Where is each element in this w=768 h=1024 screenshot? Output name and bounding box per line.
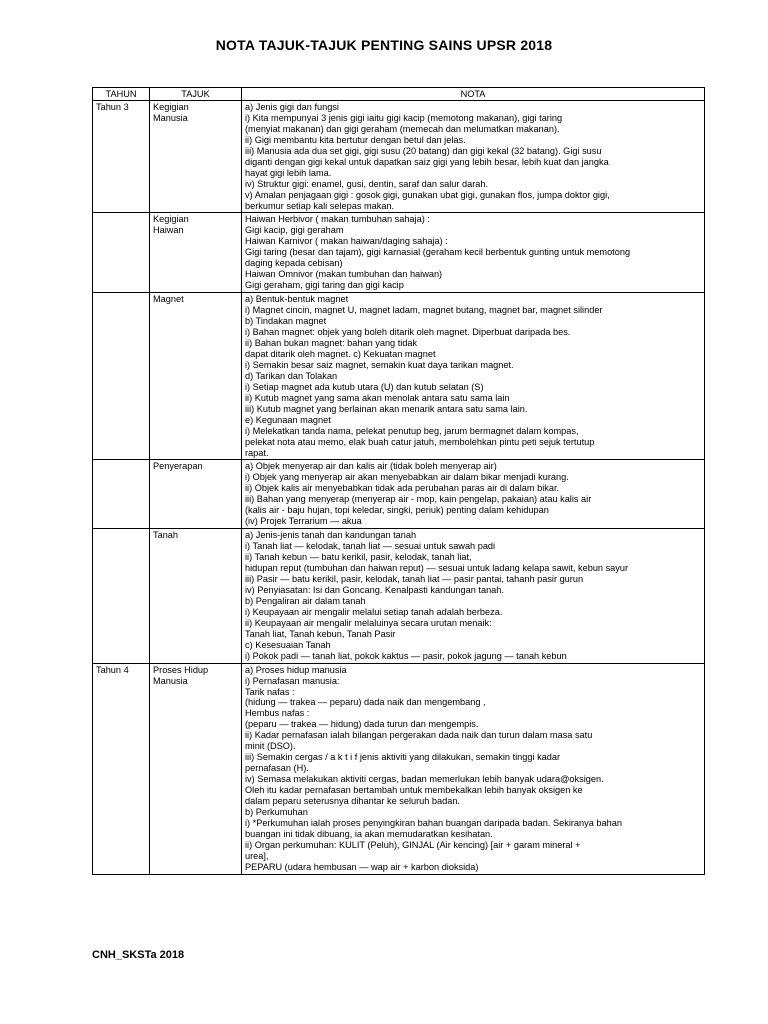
tajuk-cell [150,460,242,529]
nota-line: i) Melekatkan tanda nama, pelekat penutup beg, jarum bermagnet dalam kompas, [245,425,579,436]
tahun-cell [93,213,150,293]
header-tajuk: TAJUK [150,88,242,101]
nota-line: ii) Objek kalis air menyebabkan tidak ada perubahan paras air di dalam bikar. [245,483,560,494]
table-row [93,100,705,213]
tajuk-cell [150,293,242,460]
header-tahun: TAHUN [93,88,150,101]
nota-cell [242,460,705,529]
tajuk-line: Magnet [153,294,184,305]
nota-line: a) Jenis-jenis tanah dan kandungan tanah [245,530,417,541]
nota-line: Haiwan Omnivor (makan tumbuhan dan haiwan) [245,269,443,280]
table-row [93,663,705,874]
nota-line: ii) Organ perkumuhan: KULIT (Peluh), GINJAL (Air kencing) [air + garam mineral + [245,839,581,850]
notes-table [92,87,705,875]
nota-line: Hembus nafas : [245,708,310,719]
nota-line: Tanah liat, Tanah kebun, Tanah Pasir [245,628,396,639]
nota-line: ii) Gigi membantu kita bertutur dengan betul dan jelas. [245,134,466,145]
tajuk-line: Manusia [153,675,188,686]
nota-line: pernafasan (H). [245,763,309,774]
table-row [93,213,705,293]
nota-line: iii) Pasir — batu kerikil, pasir, kelodak, tanah liat — pasir pantai, tahanh pasir gurun [245,573,584,584]
header-nota: NOTA [242,88,705,101]
nota-cell [242,529,705,663]
nota-cell [242,663,705,874]
nota-line: diganti dengan gigi kekal untuk dapatkan saiz gigi yang lebih besar, lebih kuat dan jangka [245,156,609,167]
nota-line: i) Pernafasan manusia: [245,675,340,686]
table-row [93,293,705,460]
tajuk-line: Kegigian [153,214,189,225]
nota-line: (peparu — trakea — hidung) dada turun dan mengempis. [245,719,479,730]
nota-line: ii) Kadar pernafasan ialah bilangan pergerakan dada naik dan turun dalam masa satu [245,730,593,741]
nota-line: urea], [245,850,269,861]
nota-line: rapat. [245,447,269,458]
nota-line: iii) Semakin cergas / a k t i f jenis aktiviti yang dilakukan, semakin tinggi kadar [245,752,561,763]
document-title: NOTA TAJUK-TAJUK PENTING SAINS UPSR 2018 [215,37,553,53]
nota-line: b) Tindakan magnet [245,316,327,327]
nota-line: Gigi kacip, gigi geraham [245,225,344,236]
nota-line: a) Bentuk-bentuk magnet [245,294,349,305]
nota-line: iii) Manusia ada dua set gigi, gigi susu (20 batang) dan gigi kekal (32 batang). Gigi susu [245,145,602,156]
nota-line: ii) Tanah kebun — batu kerikil, pasir, kelodak, tanah liat, [245,552,472,563]
nota-line: v) Amalan penjagaan gigi : gosok gigi, gunakan ubat gigi, gunakan flos, jumpa doktor gigi, [245,189,610,200]
tahun-cell [93,460,150,529]
nota-line: (kalis air - baju hujan, topi keledar, singki, periuk) penting dalam kehidupan [245,505,549,516]
nota-line: ii) Kutub magnet yang sama akan menolak antara satu sama lain [245,392,510,403]
nota-line: Haiwan Karnivor ( makan haiwan/daging sahaja) : [245,236,448,247]
nota-line: a) Jenis gigi dan fungsi [245,101,339,112]
nota-line: i) Objek yang menyerap air akan menyebabkan air dalam bikar menjadi kurang. [245,472,569,483]
tahun-cell [93,529,150,663]
nota-line: (menyiat makanan) dan gigi geraham (memecah dan melumatkan makanan). [245,123,560,134]
nota-line: iv) Penyiasatan: Isi dan Goncang. Kenalpasti kandungan tanah. [245,584,504,595]
tahun-cell [93,293,150,460]
nota-line: (iv) Projek Terrarium — akua [245,516,362,527]
nota-line: Haiwan Herbivor ( makan tumbuhan sahaja) : [245,214,430,225]
nota-line: c) Kesesuaian Tanah [245,639,331,650]
nota-line: i) Setiap magnet ada kutub utara (U) dan kutub selatan (S) [245,381,484,392]
nota-line: i) Pokok padi — tanah liat, pokok kaktus — pasir, pokok jagung — tanah kebun [245,650,567,661]
nota-line: i) Magnet cincin, magnet U, magnet ladam, magnet butang, magnet bar, magnet silinder [245,305,603,316]
nota-line: i) *Perkumuhan ialah proses penyingkiran bahan buangan daripada badan. Sekiranya bahan [245,817,622,828]
nota-line: ii) Keupayaan air mengalir melaluinya secara urutan menaik: [245,617,492,628]
tajuk-line: Haiwan [153,225,184,236]
nota-line: iii) Bahan yang menyerap (menyerap air - mop, kain pengelap, pakaian) atau kalis air [245,494,592,505]
table-header-row [93,88,705,101]
nota-line: iii) Kutub magnet yang berlainan akan menarik antara satu sama lain. [245,403,528,414]
footer-code: CNH_SKSTa 2018 [92,949,185,961]
nota-cell [242,293,705,460]
tajuk-line: Tanah [153,530,179,541]
nota-line: dapat ditarik oleh magnet. c) Kekuatan magnet [245,348,436,359]
nota-line: buangan ini tidak dibuang, ia akan memudaratkan kesihatan. [245,828,493,839]
nota-line: iv) Semasa melakukan aktiviti cergas, badan memerlukan lebih banyak udara@oksigen. [245,774,604,785]
nota-line: i) Tanah liat — kelodak, tanah liat — sesuai untuk sawah padi [245,541,496,552]
table-row [93,529,705,663]
nota-line: b) Perkumuhan [245,807,308,817]
nota-line: pelekat nota atau memo, elak buah catur jatuh, membolehkan pintu peti sejuk tertutup [245,436,595,447]
nota-line: i) Semakin besar saiz magnet, semakin kuat daya tarikan magnet. [245,359,514,370]
table-row [93,460,705,529]
tajuk-line: Penyerapan [153,461,203,472]
table-body [93,100,705,874]
tajuk-line: Manusia [153,112,188,123]
nota-line: i) Kita mempunyai 3 jenis gigi iaitu gigi kacip (memotong makanan), gigi taring [245,112,563,123]
nota-line: minit (DSO). [245,741,296,752]
nota-line: a) Proses hidup manusia [245,664,347,675]
tahun-cell: Tahun 4 [93,663,150,874]
nota-line: PEPARU (udara hembusan — wap air + karbon dioksida) [245,861,479,872]
tajuk-cell [150,663,242,874]
nota-line: e) Kegunaan magnet [245,414,331,425]
nota-line: berkumur setiap kali selepas makan. [245,200,395,211]
nota-line: daging kepada cebisan) [245,258,343,269]
nota-line: i) Bahan magnet: objek yang boleh ditarik oleh magnet. Diperbuat daripada bes. [245,327,571,338]
tajuk-cell [150,100,242,213]
nota-line: hayat gigi lebih lama. [245,167,332,178]
nota-line: hidupan reput (tumbuhan dan haiwan reput) — sesuai untuk ladang kelapa sawit, kebun sayur [245,563,629,574]
nota-line: b) Pengaliran air dalam tanah [245,595,366,606]
tajuk-line: Kegigian [153,101,189,112]
nota-line: dalam peparu seterusnya dihantar ke seluruh badan. [245,796,461,807]
nota-line: (hidung — trakea — peparu) dada naik dan mengembang , [245,697,486,708]
nota-line: ii) Bahan bukan magnet: bahan yang tidak [245,337,418,348]
tahun-cell: Tahun 3 [93,100,150,213]
nota-cell [242,213,705,293]
tajuk-line: Proses Hidup [153,664,209,675]
nota-line: Gigi geraham, gigi taring dan gigi kacip [245,280,404,291]
nota-line: Tarik nafas : [245,686,295,697]
nota-cell [242,100,705,213]
tajuk-cell [150,213,242,293]
nota-line: Gigi taring (besar dan tajam), gigi karnasial (geraham kecil berbentuk gunting untuk memotong [245,247,631,258]
nota-line: iv) Struktur gigi: enamel, gusi, dentin, saraf dan salur darah. [245,178,489,189]
tajuk-cell [150,529,242,663]
nota-line: Oleh itu kadar pernafasan bertambah untuk membekalkan lebih banyak oksigen ke [245,785,583,796]
nota-line: d) Tarikan dan Tolakan [245,370,338,381]
nota-line: a) Objek menyerap air dan kalis air (tidak boleh menyerap air) [245,461,497,472]
nota-line: i) Keupayaan air mengalir melalui setiap tanah adalah berbeza. [245,606,503,617]
